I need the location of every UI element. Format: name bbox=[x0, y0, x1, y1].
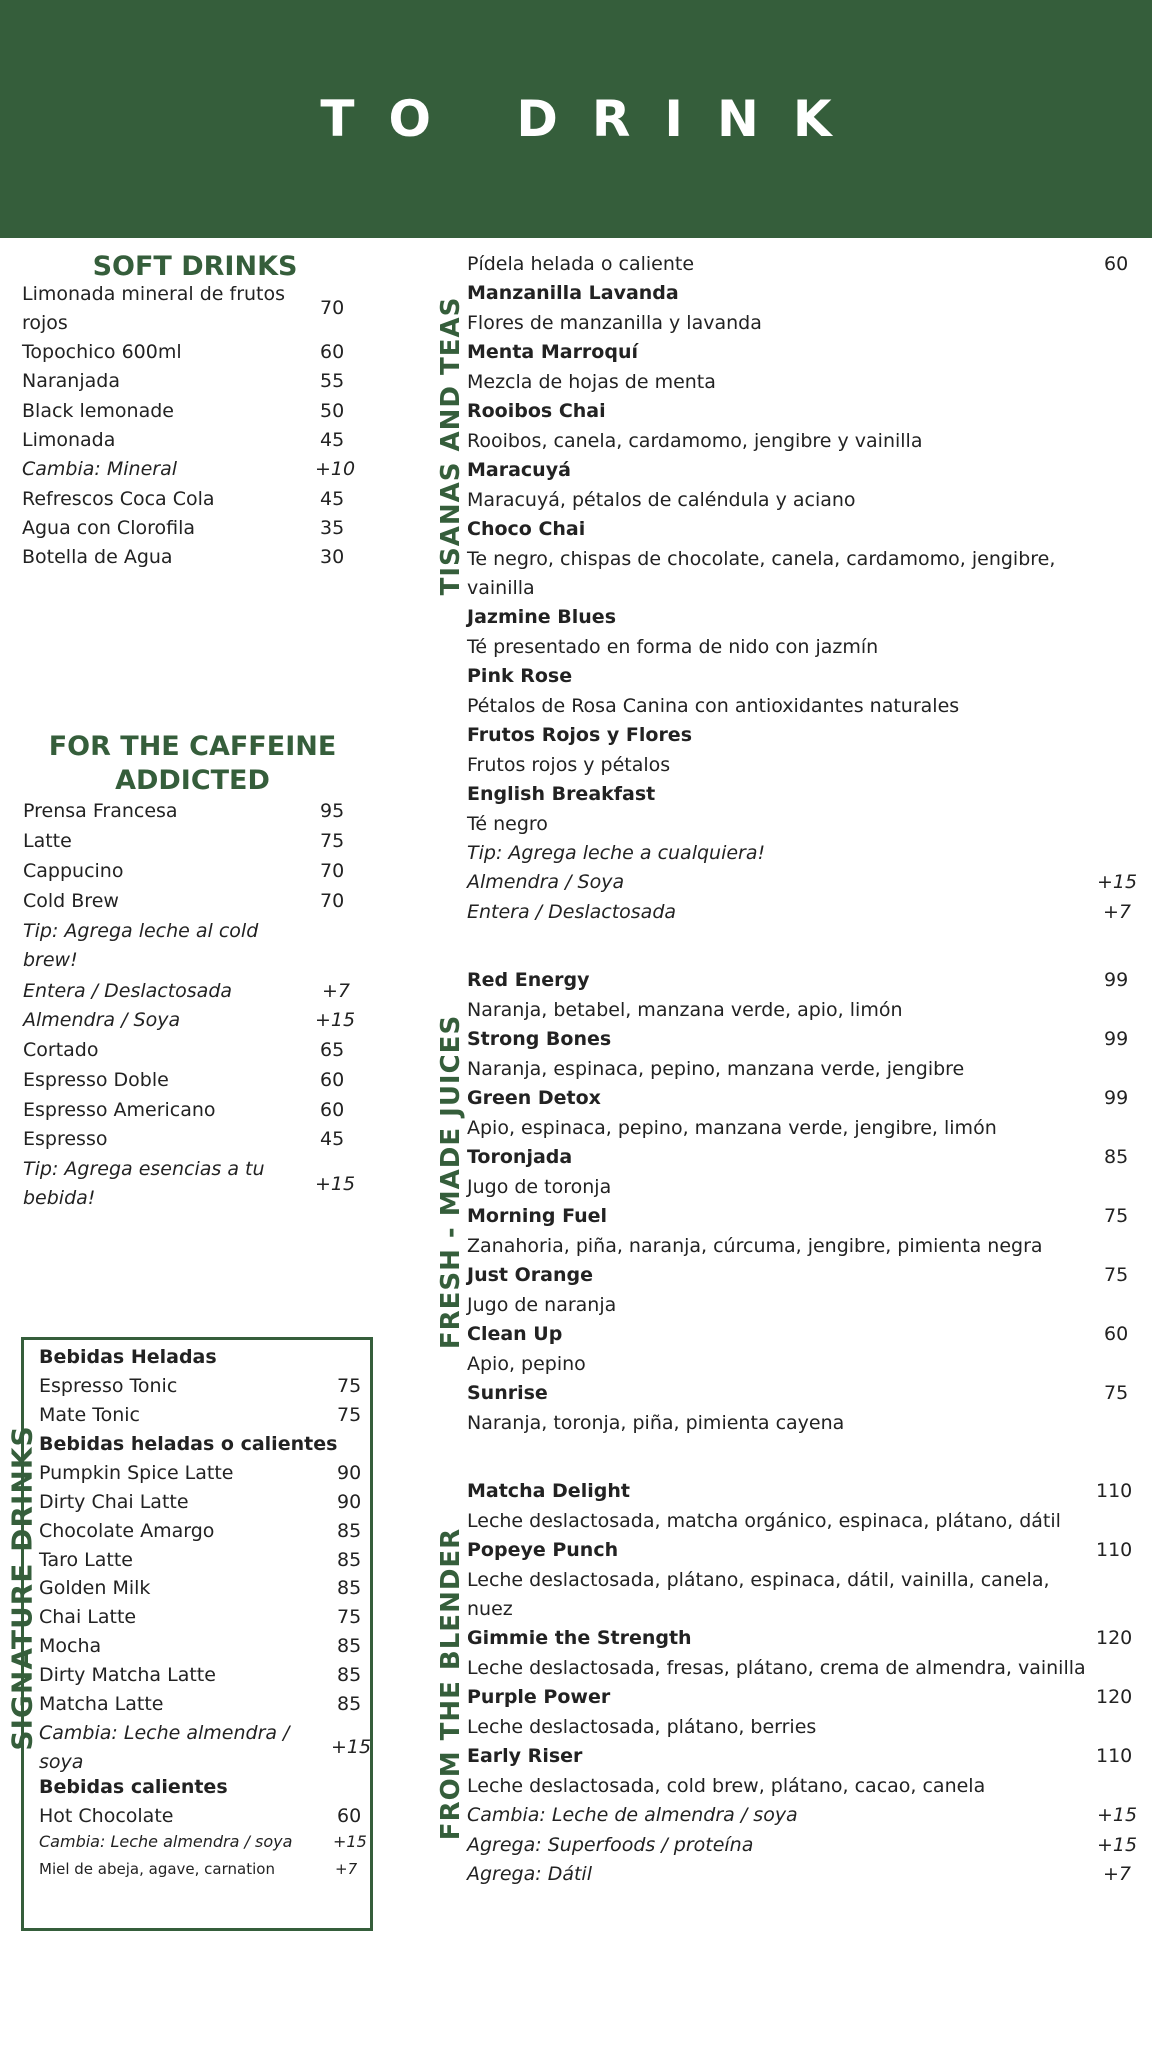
change-label: Cambia: bbox=[39, 1832, 106, 1851]
group-heading: Bebidas Heladas bbox=[39, 1346, 217, 1368]
item-name: Limonada bbox=[22, 429, 116, 451]
item-price: 85 bbox=[1104, 1146, 1129, 1168]
tip-label: Tip: bbox=[23, 920, 59, 942]
item-name: Espresso Tonic bbox=[39, 1375, 178, 1397]
page-title: TO DRINK bbox=[320, 90, 866, 148]
soft-drinks-title: SOFT DRINKS bbox=[92, 251, 298, 282]
item-desc: Leche deslactosada, cold brew, plátano, cacao, canela bbox=[467, 1775, 986, 1797]
item-price: 110 bbox=[1096, 1745, 1133, 1767]
item-name: Espresso bbox=[23, 1128, 108, 1150]
extra-price: +15 bbox=[1097, 1834, 1138, 1856]
item-name: Strong Bones bbox=[467, 1028, 612, 1050]
list-item bbox=[39, 1802, 362, 1831]
change-text: Leche almendra / soya bbox=[39, 1722, 290, 1773]
list-item bbox=[23, 1006, 356, 1035]
tea-name: Pink Rose bbox=[467, 665, 573, 687]
item-price: 120 bbox=[1096, 1686, 1133, 1708]
list-item bbox=[23, 1096, 353, 1125]
extra-price: +15 bbox=[1097, 1804, 1138, 1826]
list-item bbox=[39, 1546, 362, 1575]
item-name: Black lemonade bbox=[22, 400, 174, 422]
item-name: Early Riser bbox=[467, 1745, 583, 1767]
item-desc: Leche deslactosada, matcha orgánico, espinaca, plátano, dátil bbox=[467, 1510, 1061, 1532]
list-item bbox=[39, 1661, 362, 1690]
list-item bbox=[467, 1477, 1133, 1506]
tea-desc: Frutos rojos y pétalos bbox=[467, 754, 671, 776]
item-price: 110 bbox=[1096, 1480, 1133, 1502]
list-item bbox=[467, 1025, 1127, 1054]
list-item bbox=[23, 977, 353, 1006]
item-name: Morning Fuel bbox=[467, 1205, 608, 1227]
extra-price: +7 bbox=[1103, 1863, 1132, 1885]
item-name: Pumpkin Spice Latte bbox=[39, 1462, 234, 1484]
tea-desc: Pétalos de Rosa Canina con antioxidantes naturales bbox=[467, 695, 960, 717]
item-price: 90 bbox=[337, 1462, 362, 1484]
item-desc: Leche deslactosada, fresas, plátano, crema de almendra, vainilla bbox=[467, 1657, 1086, 1679]
item-price: 99 bbox=[1104, 1087, 1129, 1109]
list-item bbox=[23, 1036, 353, 1065]
item-name: Naranjada bbox=[22, 370, 120, 392]
item-desc: Apio, espinaca, pepino, manzana verde, jengibre, limón bbox=[467, 1117, 997, 1139]
tip-label: Tip: bbox=[467, 842, 503, 864]
item-name: Latte bbox=[23, 830, 72, 852]
list-item bbox=[467, 1536, 1133, 1565]
item-name: Dirty Chai Latte bbox=[39, 1491, 189, 1513]
item-price: +15 bbox=[1097, 871, 1138, 893]
item-desc: Apio, pepino bbox=[467, 1353, 586, 1375]
item-name: Golden Milk bbox=[39, 1577, 151, 1599]
list-item bbox=[39, 1372, 362, 1401]
list-item bbox=[39, 1690, 362, 1719]
item-price: 85 bbox=[337, 1520, 362, 1542]
item-price: 60 bbox=[337, 1805, 362, 1827]
item-price: 50 bbox=[320, 400, 345, 422]
item-name: Sunrise bbox=[467, 1382, 548, 1404]
tea-desc: Té negro bbox=[467, 813, 548, 835]
item-desc: Leche deslactosada, plátano, berries bbox=[467, 1716, 817, 1738]
caffeine-title-line1: FOR THE CAFFEINE bbox=[48, 731, 337, 762]
tip-text bbox=[23, 917, 283, 975]
item-price: 65 bbox=[320, 1039, 345, 1061]
tea-desc: Té presentado en forma de nido con jazmín bbox=[467, 636, 879, 658]
item-price: +10 bbox=[315, 458, 356, 480]
list-item bbox=[39, 1574, 362, 1603]
extra-label: Agrega: bbox=[467, 1863, 542, 1885]
tea-name: English Breakfast bbox=[467, 783, 656, 805]
item-name: Taro Latte bbox=[39, 1549, 133, 1571]
list-item bbox=[467, 868, 1138, 897]
item-price: 75 bbox=[1104, 1382, 1129, 1404]
extra-item bbox=[467, 1831, 1138, 1860]
signature-title: SIGNATURE DRINKS bbox=[5, 1425, 39, 1751]
item-desc: Leche deslactosada, plátano, espinaca, dátil, vainilla, canela, nuez bbox=[467, 1569, 1050, 1620]
item-price: 60 bbox=[320, 1069, 345, 1091]
item-price: 60 bbox=[320, 1099, 345, 1121]
change-note bbox=[39, 1719, 304, 1777]
item-name: Prensa Francesa bbox=[23, 800, 178, 822]
list-item bbox=[23, 887, 353, 916]
menu-header bbox=[0, 0, 1152, 238]
item-name: Botella de Agua bbox=[22, 546, 173, 568]
item-price: 45 bbox=[320, 429, 345, 451]
item-price: +7 bbox=[1103, 901, 1132, 923]
item-name: Purple Power bbox=[467, 1686, 611, 1708]
list-item bbox=[467, 898, 1132, 927]
tea-name: Maracuyá bbox=[467, 459, 571, 481]
item-name: Mocha bbox=[39, 1635, 102, 1657]
caffeine-title-line2: ADDICTED bbox=[115, 765, 270, 796]
item-name: Agua con Clorofila bbox=[22, 517, 196, 539]
tip-text bbox=[467, 839, 765, 868]
item-price: 85 bbox=[337, 1577, 362, 1599]
item-price: 30 bbox=[320, 546, 345, 568]
tea-name: Choco Chai bbox=[467, 518, 586, 540]
item-price: 75 bbox=[337, 1404, 362, 1426]
item-price: 85 bbox=[337, 1549, 362, 1571]
list-item bbox=[22, 426, 352, 455]
item-name: Popeye Punch bbox=[467, 1539, 619, 1561]
item-price: 70 bbox=[320, 297, 345, 319]
item-name: Mineral bbox=[100, 458, 177, 480]
item-price: 85 bbox=[337, 1664, 362, 1686]
tip-label: Tip: bbox=[23, 1158, 59, 1180]
intro-text: Pídela helada o caliente bbox=[467, 253, 695, 275]
item-name: Almendra / Soya bbox=[23, 1009, 181, 1031]
item-price: 60 bbox=[320, 341, 345, 363]
extra-text: Dátil bbox=[541, 1863, 592, 1885]
item-price: 85 bbox=[337, 1635, 362, 1657]
list-item bbox=[467, 1261, 1127, 1290]
item-name: Hot Chocolate bbox=[39, 1805, 174, 1827]
list-item bbox=[467, 1084, 1127, 1113]
list-item bbox=[23, 797, 353, 826]
item-price: 99 bbox=[1104, 969, 1129, 991]
change-price: +15 bbox=[331, 1736, 372, 1758]
item-price: 60 bbox=[1104, 1323, 1129, 1345]
list-item bbox=[22, 455, 356, 484]
item-desc: Naranja, betabel, manzana verde, apio, limón bbox=[467, 999, 903, 1021]
blender-title: FROM THE BLENDER bbox=[436, 1527, 466, 1841]
item-name: Chocolate Amargo bbox=[39, 1520, 215, 1542]
tea-name: Menta Marroquí bbox=[467, 341, 638, 363]
item-name: Cappucino bbox=[23, 860, 124, 882]
item-price: 75 bbox=[337, 1375, 362, 1397]
item-name: Dirty Matcha Latte bbox=[39, 1664, 216, 1686]
list-item bbox=[467, 1624, 1133, 1653]
item-label: Cambia: bbox=[22, 458, 101, 480]
list-item bbox=[467, 966, 1127, 995]
list-item bbox=[23, 1125, 353, 1154]
caffeine-title bbox=[0, 730, 385, 798]
list-item bbox=[467, 1143, 1127, 1172]
item-name: Clean Up bbox=[467, 1323, 563, 1345]
list-item bbox=[22, 280, 345, 338]
tea-desc: Te negro, chispas de chocolate, canela, cardamomo, jengibre, vainilla bbox=[467, 548, 1056, 599]
item-name: Matcha Delight bbox=[467, 1480, 630, 1502]
change-note bbox=[39, 1830, 367, 1854]
item-name: Entera / Deslactosada bbox=[467, 901, 677, 923]
item-name: Green Detox bbox=[467, 1087, 601, 1109]
item-price: 120 bbox=[1096, 1627, 1133, 1649]
item-price: 45 bbox=[320, 488, 345, 510]
item-price: 85 bbox=[337, 1693, 362, 1715]
item-price: 95 bbox=[320, 800, 345, 822]
list-item bbox=[467, 1683, 1133, 1712]
item-name: Cortado bbox=[23, 1039, 99, 1061]
list-item bbox=[39, 1603, 362, 1632]
item-price: 70 bbox=[320, 860, 345, 882]
list-item bbox=[22, 543, 352, 572]
item-price: 99 bbox=[1104, 1028, 1129, 1050]
extra-item bbox=[467, 1801, 1138, 1830]
list-item bbox=[22, 367, 352, 396]
item-price: +7 bbox=[322, 980, 351, 1002]
list-item bbox=[39, 1401, 362, 1430]
item-price: +7 bbox=[335, 1860, 358, 1878]
group-heading: Bebidas calientes bbox=[39, 1776, 228, 1798]
tip-body: Agrega leche a cualquiera! bbox=[502, 842, 766, 864]
list-item bbox=[39, 1459, 362, 1488]
tea-name: Jazmine Blues bbox=[467, 606, 617, 628]
list-item bbox=[22, 514, 352, 543]
list-item bbox=[39, 1857, 359, 1881]
item-price: 90 bbox=[337, 1491, 362, 1513]
item-price: +15 bbox=[315, 1009, 356, 1031]
change-price: +15 bbox=[333, 1832, 367, 1851]
list-item bbox=[467, 1320, 1127, 1349]
item-price: 45 bbox=[320, 1128, 345, 1150]
item-desc: Naranja, toronja, piña, pimienta cayena bbox=[467, 1412, 845, 1434]
extra-item bbox=[467, 1860, 1132, 1889]
item-name: Miel de abeja, agave, carnation bbox=[39, 1860, 275, 1878]
extra-text: Superfoods / proteína bbox=[541, 1834, 754, 1856]
tip-body: Agrega esencias a tu bebida! bbox=[23, 1158, 265, 1209]
item-name: Matcha Latte bbox=[39, 1693, 164, 1715]
tea-name: Frutos Rojos y Flores bbox=[467, 724, 693, 746]
tea-name: Rooibos Chai bbox=[467, 400, 606, 422]
item-price: 55 bbox=[320, 370, 345, 392]
item-name: Just Orange bbox=[467, 1264, 593, 1286]
item-desc: Naranja, espinaca, pepino, manzana verde, jengibre bbox=[467, 1058, 965, 1080]
item-price: 75 bbox=[320, 830, 345, 852]
extra-label: Cambia: bbox=[467, 1804, 546, 1826]
group-heading: Bebidas heladas o calientes bbox=[39, 1433, 338, 1455]
tea-desc: Flores de manzanilla y lavanda bbox=[467, 312, 762, 334]
list-item bbox=[22, 338, 352, 367]
extra-text: Leche de almendra / soya bbox=[545, 1804, 798, 1826]
intro-price: 60 bbox=[1104, 253, 1129, 275]
item-desc: Zanahoria, piña, naranja, cúrcuma, jengibre, pimienta negra bbox=[467, 1235, 1043, 1257]
item-price: 110 bbox=[1096, 1539, 1133, 1561]
list-item bbox=[467, 1742, 1133, 1771]
item-name: Espresso Doble bbox=[23, 1069, 169, 1091]
item-name: Mate Tonic bbox=[39, 1404, 140, 1426]
item-price: 75 bbox=[1104, 1264, 1129, 1286]
list-item bbox=[22, 397, 352, 426]
list-item bbox=[23, 827, 353, 856]
change-label: Cambia: bbox=[39, 1722, 118, 1744]
item-name: Toronjada bbox=[467, 1146, 573, 1168]
item-name: Topochico 600ml bbox=[22, 341, 182, 363]
list-item bbox=[39, 1632, 362, 1661]
list-item bbox=[39, 1488, 362, 1517]
item-desc: Jugo de toronja bbox=[467, 1176, 612, 1198]
item-name: Almendra / Soya bbox=[467, 871, 625, 893]
item-name: Entera / Deslactosada bbox=[23, 980, 233, 1002]
item-name: Red Energy bbox=[467, 969, 590, 991]
juices-title: FRESH - MADE JUICES bbox=[436, 1014, 466, 1350]
tip-text bbox=[23, 1155, 283, 1213]
list-item bbox=[467, 1379, 1127, 1408]
tisanas-intro bbox=[467, 250, 1127, 279]
list-item bbox=[467, 1202, 1127, 1231]
item-price: 35 bbox=[320, 517, 345, 539]
tea-desc: Maracuyá, pétalos de caléndula y aciano bbox=[467, 489, 856, 511]
item-price: 75 bbox=[337, 1606, 362, 1628]
item-price: 70 bbox=[320, 890, 345, 912]
item-name: Refrescos Coca Cola bbox=[22, 488, 215, 510]
change-text: Leche almendra / soya bbox=[105, 1832, 293, 1851]
item-name: Limonada mineral de frutos rojos bbox=[22, 283, 286, 334]
tea-name: Manzanilla Lavanda bbox=[467, 282, 679, 304]
list-item bbox=[23, 1066, 353, 1095]
item-name: Cold Brew bbox=[23, 890, 119, 912]
item-desc: Jugo de naranja bbox=[467, 1294, 617, 1316]
tea-desc: Rooibos, canela, cardamomo, jengibre y vainilla bbox=[467, 430, 923, 452]
item-name: Chai Latte bbox=[39, 1606, 137, 1628]
item-price: 75 bbox=[1104, 1205, 1129, 1227]
item-price: +15 bbox=[315, 1173, 356, 1195]
item-name: Espresso Americano bbox=[23, 1099, 216, 1121]
tisanas-title: TISANAS AND TEAS bbox=[436, 296, 466, 596]
tip-body: Agrega leche al cold brew! bbox=[23, 920, 259, 971]
list-item bbox=[39, 1517, 362, 1546]
item-name: Gimmie the Strength bbox=[467, 1627, 692, 1649]
tea-desc: Mezcla de hojas de menta bbox=[467, 371, 716, 393]
list-item bbox=[22, 485, 352, 514]
list-item bbox=[23, 857, 353, 886]
extra-label: Agrega: bbox=[467, 1834, 542, 1856]
